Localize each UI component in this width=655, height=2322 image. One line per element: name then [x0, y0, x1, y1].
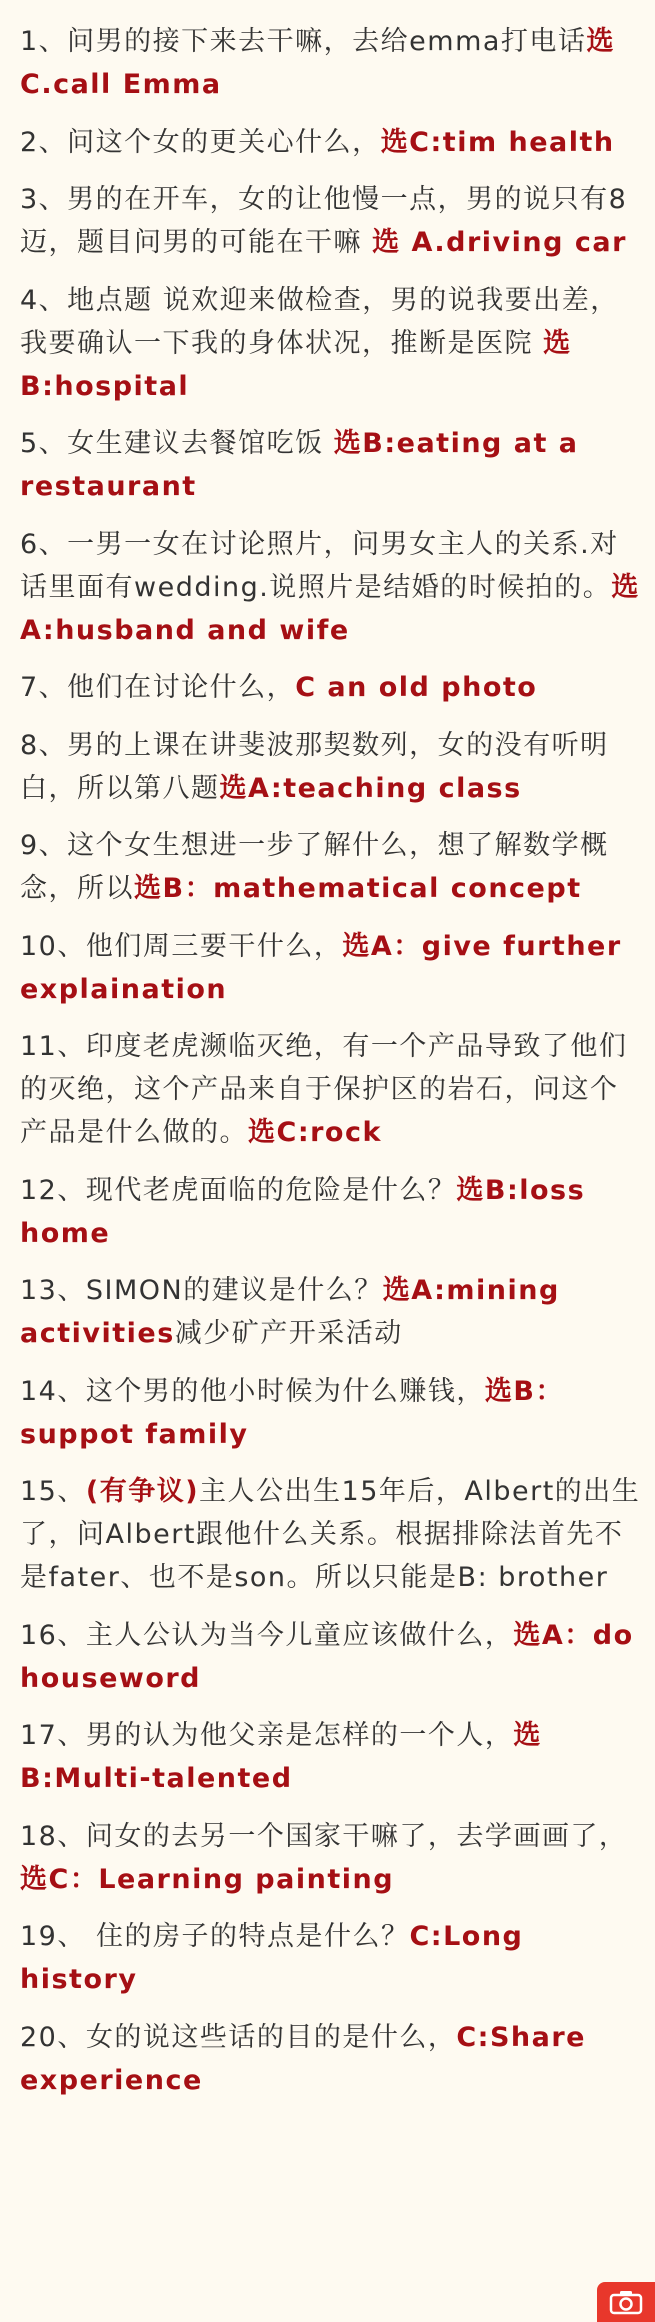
answer-choice: 选A：give further explaination: [20, 930, 622, 1005]
answer-choice: C:Long history: [20, 1921, 524, 1995]
answer-choice: 选 A.driving car: [372, 227, 627, 258]
answer-choice: 选B:hospital: [20, 327, 572, 402]
answer-choice: 选B：suppot family: [20, 1375, 564, 1450]
camera-icon[interactable]: [597, 2282, 655, 2322]
list-item: 14、这个男的他小时候为什么赚钱，选B：suppot family: [20, 1375, 564, 1450]
list-item: 20、女的说这些话的目的是什么，C:Share experience: [20, 2021, 586, 2096]
list-item: 19、 住的房子的特点是什么？C:Long history: [20, 1921, 524, 1995]
answer-choice: 选B:eating at a restaurant: [20, 428, 579, 502]
answer-choice: 选C:tim health: [380, 126, 615, 158]
answer-choice: 选A:teaching class: [219, 772, 522, 804]
list-item: 8、男的上课在讲斐波那契数列，女的没有听明白，所以第八题选A:teaching class: [20, 729, 609, 804]
list-item: 17、男的认为他父亲是怎样的一个人，选B:Multi-talented: [20, 1720, 542, 1794]
list-item: 13、SIMON的建议是什么？选A:mining activities减少矿产开采活动: [20, 1275, 560, 1349]
answer-list: [20, 20, 642, 2116]
answer-choice: 选C:rock: [248, 1117, 382, 1148]
list-item: 2、问这个女的更关心什么，选C:tim health: [20, 126, 615, 158]
list-item: 6、一男一女在讨论照片，问男女主人的关系.对话里面有wedding.说照片是结婚的时候拍的。选A:husband and wife: [20, 528, 640, 646]
list-item: 10、他们周三要干什么，选A：give further explaination: [20, 930, 622, 1005]
list-item: 1、问男的接下来去干嘛，去给emma打电话选C.call Emma: [20, 26, 615, 100]
answer-note: 减少矿产开采活动: [174, 1318, 403, 1349]
answer-choice: 选B：mathematical concept: [134, 873, 582, 904]
list-item: 11、印度老虎濒临灭绝，有一个产品导致了他们的灭绝，这个产品来自于保护区的岩石，问这个产品是什么做的。选C:rock: [20, 1031, 628, 1148]
list-item: 7、他们在讨论什么，C an old photo: [20, 672, 538, 703]
list-item: 15、(有争议)主人公出生15年后，Albert的出生了，问Albert跟他什么关系。根据排除法首先不是fater、也不是son。所以只能是B: brother: [20, 1476, 641, 1593]
answer-choice: 选B:loss home: [20, 1174, 586, 1249]
answer-choice: C an old photo: [295, 672, 538, 703]
answer-choice: 选A:mining activities: [20, 1275, 560, 1349]
list-item: 3、男的在开车，女的让他慢一点，男的说只有8迈，题目问男的可能在干嘛 选 A.driving car: [20, 184, 628, 258]
list-item: 16、主人公认为当今儿童应该做什么，选A：do houseword: [20, 1619, 634, 1694]
answer-choice: 选B:Multi-talented: [20, 1720, 542, 1794]
list-item: 18、问女的去另一个国家干嘛了，去学画画了，选C：Learning painting: [20, 1820, 628, 1895]
list-item: 5、女生建议去餐馆吃饭 选B:eating at a restaurant: [20, 428, 579, 502]
answer-choice: 选C.call Emma: [20, 26, 615, 100]
camera-glyph-icon: [609, 2289, 643, 2315]
list-item: 4、地点题 说欢迎来做检查，男的说我要出差，我要确认一下我的身体状况，推断是医院 选B:hospital: [20, 284, 619, 402]
list-item: 9、这个女生想进一步了解什么，想了解数学概念，所以选B：mathematical concept: [20, 830, 609, 904]
list-item: 12、现代老虎面临的危险是什么？选B:loss home: [20, 1174, 586, 1249]
answer-choice: 选A:husband and wife: [20, 571, 640, 646]
answer-choice: 选A：do houseword: [20, 1619, 634, 1694]
disputed-tag: (有争议): [85, 1476, 200, 1507]
answer-choice: C:Share experience: [20, 2021, 586, 2096]
answer-choice: 选C：Learning painting: [20, 1863, 395, 1895]
